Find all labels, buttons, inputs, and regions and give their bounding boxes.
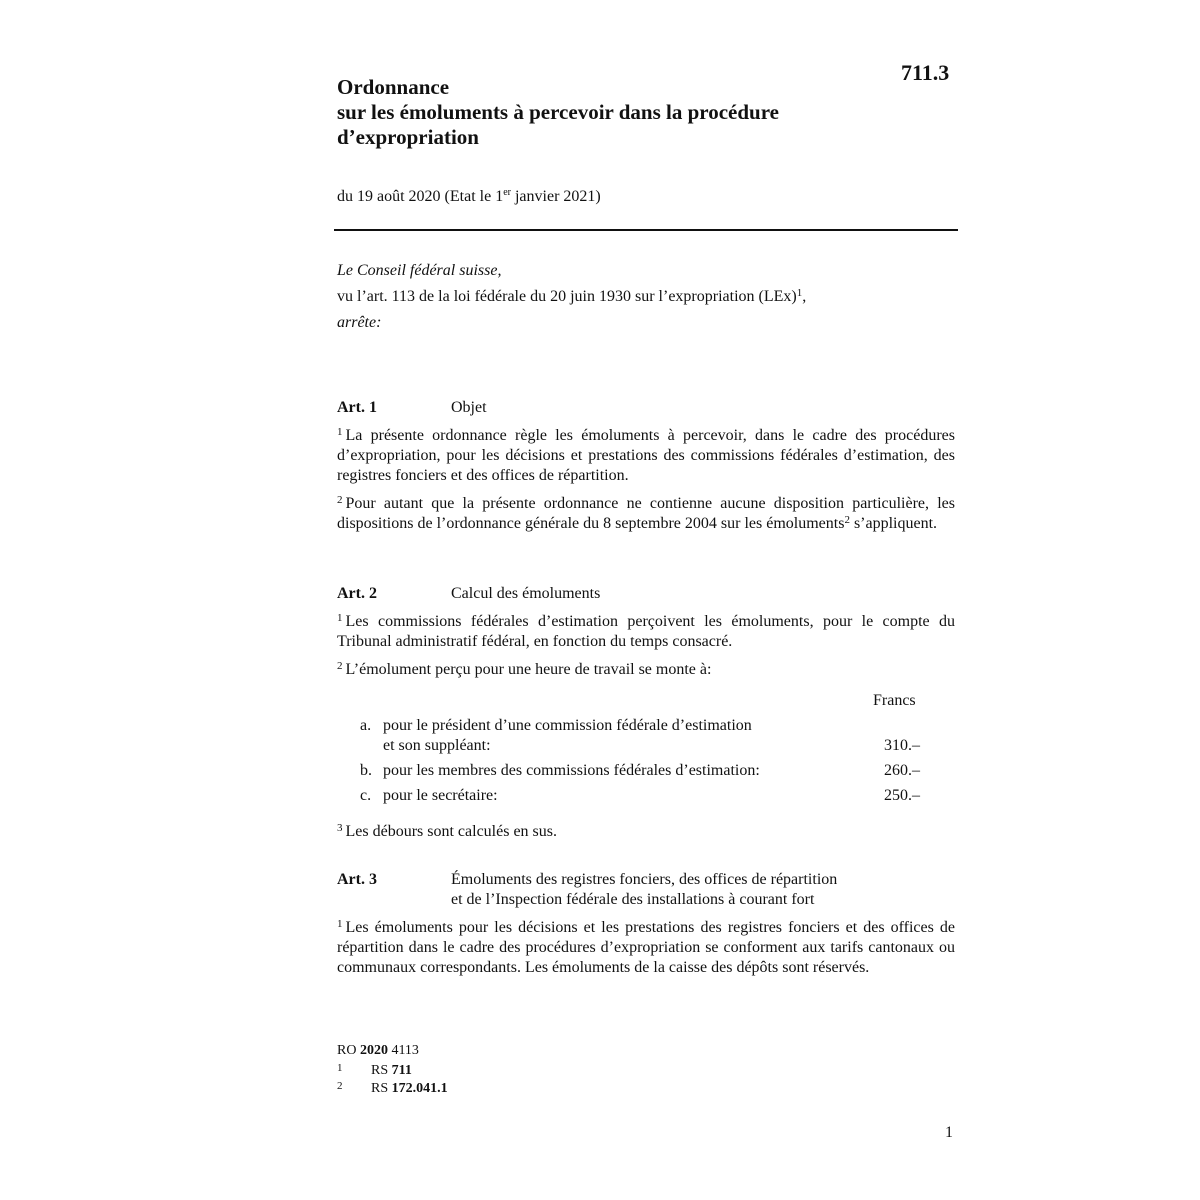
footnote-2	[337, 1080, 448, 1097]
article-1-paragraph-2	[337, 494, 955, 534]
date-superscript: er	[503, 187, 511, 198]
ro-prefix: RO	[337, 1043, 360, 1058]
preamble-basis-text: vu l’art. 113 de la loi fédérale du 20 juin 1930 sur l’expropriation (LEx)	[337, 288, 797, 305]
article-number: Art. 1	[337, 399, 377, 416]
ro-page: 4113	[387, 1043, 419, 1058]
document-title	[337, 75, 779, 150]
paragraph-text: Pour autant que la présente ordonnance ne contienne aucune disposition particulière, les dispositions de l’ordonnance générale du 8 septembre 2004 sur les émoluments	[337, 495, 955, 532]
preamble-basis-end: ,	[802, 288, 807, 305]
article-2-paragraph-2	[337, 660, 955, 680]
paragraph-text: Les commissions fédérales d’estimation perçoivent les émoluments, pour le compte du Tribunal administratif fédéral, en fonction du temps consacré.	[337, 613, 955, 650]
footnote-number: 1	[337, 1062, 343, 1074]
fee-table-currency-header: Francs	[873, 692, 916, 709]
ro-reference	[337, 1043, 419, 1059]
article-3-paragraph-1	[337, 918, 955, 978]
article-3-heading	[337, 870, 837, 910]
paragraph-number: 2	[337, 494, 343, 506]
fee-table-row	[360, 786, 920, 806]
article-title: Calcul des émoluments	[451, 585, 601, 602]
ro-year: 2020	[359, 1043, 388, 1058]
fee-row-amount: 250.–	[884, 787, 920, 804]
paragraph-text-end: s’appliquent.	[849, 515, 938, 532]
article-title-line: et de l’Inspection fédérale des installations à courant fort	[451, 891, 815, 908]
date-suffix: janvier 2021)	[510, 188, 601, 205]
paragraph-number: 2	[337, 660, 343, 672]
article-1-paragraph-1	[337, 426, 955, 486]
paragraph-number: 1	[337, 426, 343, 438]
paragraph-text: Les débours sont calculés en sus.	[345, 823, 558, 840]
paragraph-number: 1	[337, 918, 343, 930]
paragraph-text: Les émoluments pour les décisions et les prestations des registres fonciers et des offices de répartition dans le cadre des procédures d’expropriation se conforment aux tarifs cantonaux ou communaux correspondants. Les émoluments de la caisse des dépôts sont réservés.	[337, 919, 955, 976]
preamble-authority: Le Conseil fédéral suisse,	[337, 262, 502, 279]
footnote-1	[337, 1062, 412, 1079]
article-2-paragraph-1	[337, 612, 955, 652]
fee-row-label: b.	[360, 762, 372, 779]
date-prefix: du 19 août 2020 (Etat le 1	[337, 188, 504, 205]
fee-row-text: et son suppléant:	[383, 737, 491, 754]
paragraph-number: 3	[337, 822, 343, 834]
fee-row-text: pour les membres des commissions fédérales d’estimation:	[383, 762, 760, 779]
title-line: sur les émoluments à percevoir dans la procédure	[337, 100, 779, 124]
article-number: Art. 2	[337, 585, 377, 602]
page-number: 1	[945, 1124, 953, 1141]
systematic-number: 711.3	[901, 60, 950, 85]
footnote-number: 2	[337, 1080, 343, 1092]
paragraph-text: La présente ordonnance règle les émoluments à percevoir, dans le cadre des procédures d’expropriation, pour les décisions et prestations des commissions fédérales d’estimation, des registres fonciers et des offices de répartition.	[337, 427, 955, 484]
paragraph-number: 1	[337, 612, 343, 624]
article-number: Art. 3	[337, 871, 377, 888]
article-title: Objet	[451, 399, 487, 416]
footnote-ref[interactable]: 172.041.1	[391, 1081, 448, 1096]
document-date	[337, 188, 601, 206]
footnote-ref-1[interactable]: 1	[796, 287, 803, 299]
fee-table-row	[360, 761, 920, 781]
footnote-prefix: RS	[371, 1063, 392, 1078]
fee-table-row	[360, 716, 920, 756]
article-2-paragraph-3	[337, 822, 955, 842]
preamble-decree: arrête:	[337, 314, 382, 331]
footnote-prefix: RS	[371, 1081, 392, 1096]
fee-row-label: c.	[360, 787, 372, 804]
article-title-line: Émoluments des registres fonciers, des offices de répartition	[451, 871, 838, 888]
fee-row-text: pour le secrétaire:	[383, 787, 498, 804]
title-divider	[334, 229, 958, 231]
preamble-basis	[337, 288, 806, 306]
title-line: Ordonnance	[337, 75, 450, 99]
footnote-ref-2[interactable]: 2	[844, 514, 850, 526]
fee-row-text: pour le président d’une commission fédérale d’estimation	[383, 717, 752, 734]
article-title	[451, 870, 837, 910]
fee-row-amount: 260.–	[884, 762, 920, 779]
fee-row-label: a.	[360, 717, 372, 734]
title-line: d’expropriation	[337, 125, 479, 149]
footnote-ref[interactable]: 711	[391, 1063, 412, 1078]
fee-row-amount: 310.–	[884, 737, 920, 754]
paragraph-text: L’émolument perçu pour une heure de travail se monte à:	[345, 661, 712, 678]
article-1-heading	[337, 398, 487, 418]
article-2-heading	[337, 584, 600, 604]
